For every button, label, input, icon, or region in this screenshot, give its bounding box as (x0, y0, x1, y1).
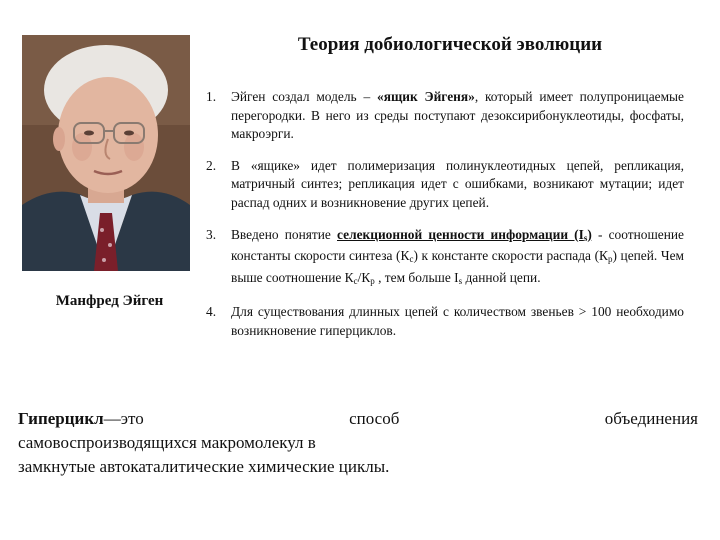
definition-word: способ (349, 409, 400, 428)
item-text: Эйген создал модель – (231, 89, 377, 104)
item-text: - соотношение константы скорости синтеза $(К_c)$ к константе скорости распада $(К_р)$ цепей. Чем выше соотношение $К_с/К_р$ , тем больше $I_s$ данной цепи. (231, 226, 685, 286)
item-number: 3. (206, 226, 217, 242)
portrait-photo (22, 35, 190, 271)
points-list (206, 88, 684, 341)
definition-dash: —это (103, 409, 144, 428)
definition-line-2: самовоспроизводящихся макромолекул в (18, 433, 316, 452)
list-item (206, 157, 684, 213)
photo-caption: Манфред Эйген (55, 293, 164, 309)
item-text: Введено понятие (231, 226, 338, 242)
list-item (206, 226, 684, 291)
item-number: 2. (206, 157, 217, 173)
definition-term: Гиперцикл (18, 409, 104, 428)
item-text-bold: селекционной ценности информации $(I_s)$ (337, 226, 592, 243)
item-number: 4. (206, 304, 217, 320)
list-item (206, 88, 684, 144)
item-text: Для существования длинных цепей с количеством звеньев > 100 необходимо возникновение гиперциклов. (231, 304, 684, 338)
definition-word: объединения (604, 409, 698, 428)
slide-title: Теория добиологической эволюции (297, 34, 603, 55)
portrait-illustration (22, 35, 190, 271)
definition-line-1 (18, 407, 698, 431)
item-number: 1. (206, 89, 217, 104)
item-text: В «ящике» идет полимеризация полинуклеотидных цепей, репликация, матричный синтез; репликация идет с ошибками, возникают мутации; идет распад одних и возникновение других цепей. (231, 157, 684, 210)
hypercycle-definition (18, 407, 698, 479)
item-text-bold: «ящик Эйгеня» (377, 89, 475, 104)
item-text: , который имеет полупроницаемые перегородки. В него из среды поступают дезоксирибонуклеотиды, фосфаты, макроэрги. (231, 89, 685, 142)
definition-term-group (18, 407, 144, 431)
definition-line-3: замкнутые автокаталитические химические циклы. (18, 457, 390, 476)
list-item (206, 303, 684, 340)
